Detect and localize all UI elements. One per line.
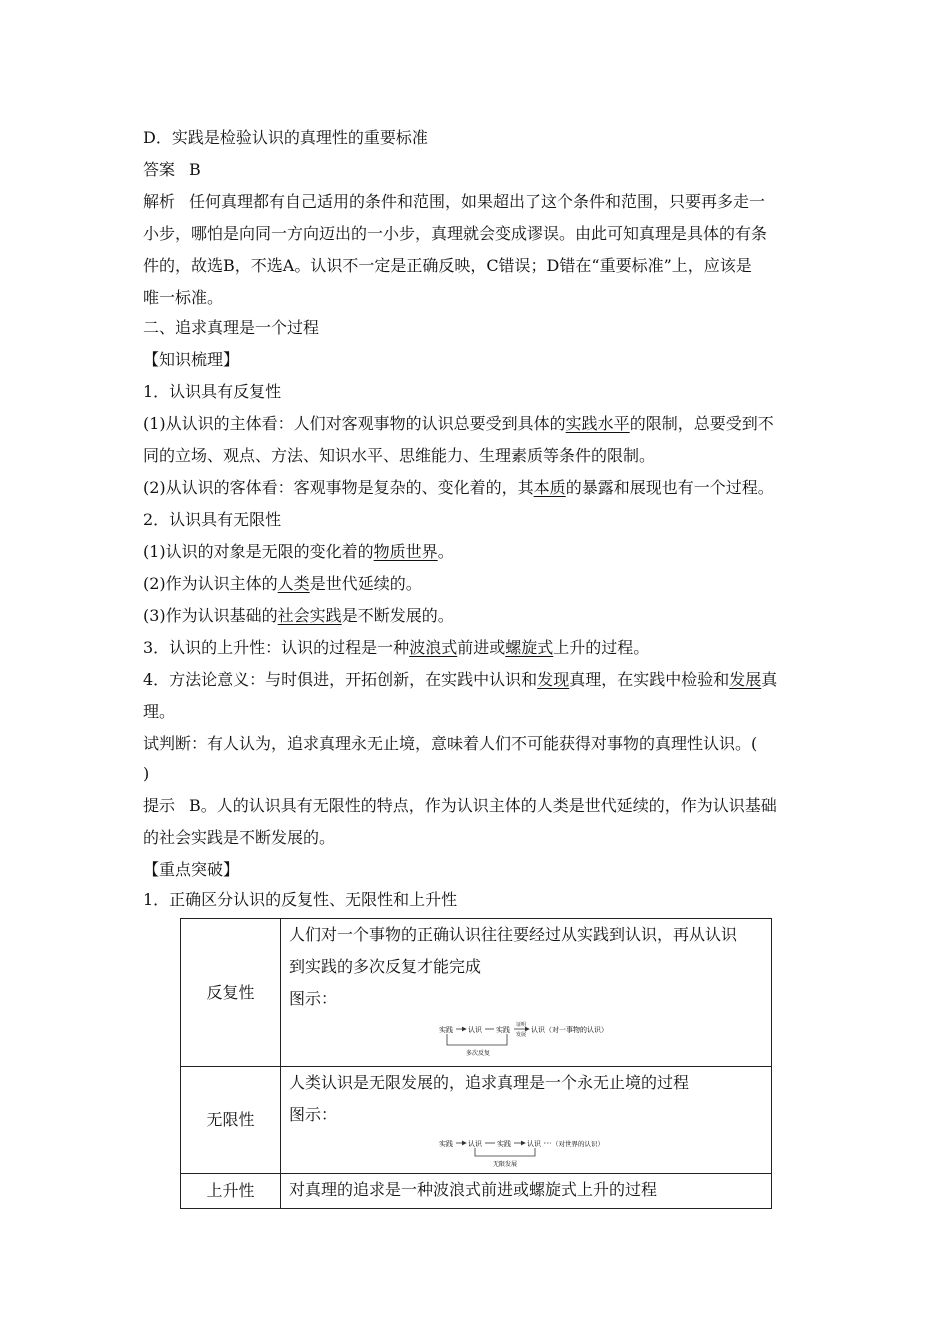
judge-question: 试判断：有人认为，追求真理永无止境，意味着人们不可能获得对事物的真理性认识。( — [143, 734, 758, 753]
row-head: 上升性 — [181, 1174, 281, 1209]
hint-line — [143, 796, 777, 816]
underlined-term: 实践水平 — [565, 414, 630, 433]
diagram-node: 认识 — [468, 1026, 482, 1034]
text-segment: (1)认识的对象是无限的变化着的 — [143, 542, 374, 561]
option-d: D．实践是检验认识的真理性的重要标准 — [143, 128, 428, 147]
diagram-node: 实践 — [496, 1026, 510, 1034]
hint-label: 提示 — [143, 796, 176, 815]
underlined-term: 螺旋式 — [505, 638, 554, 657]
text-segment: 真 — [761, 670, 778, 689]
text-segment: 是世代延续的。 — [309, 574, 422, 593]
point-2-title: 2．认识具有无限性 — [143, 510, 282, 529]
diagram-node: 认识 — [527, 1140, 541, 1148]
diagram-node: 实践 — [439, 1140, 453, 1148]
analysis-text: 任何真理都有自己适用的条件和范围，如果超出了这个条件和范围，只要再多走一 — [189, 192, 766, 211]
point-1-2 — [143, 478, 774, 498]
row-head: 反复性 — [181, 919, 281, 1067]
text-segment: 。 — [437, 542, 454, 561]
answer-value: B — [189, 160, 201, 179]
loop-bracket — [447, 1034, 507, 1045]
repetition-diagram — [439, 1019, 619, 1063]
figure-label: 图示： — [289, 989, 338, 1008]
underlined-term: 物质世界 — [373, 542, 438, 561]
row-content — [281, 919, 772, 1067]
infinity-diagram — [439, 1135, 619, 1171]
text-segment: (3)作为认识基础的 — [143, 606, 278, 625]
section-heading: 二、追求真理是一个过程 — [143, 318, 320, 337]
underlined-term: 发现 — [537, 670, 570, 689]
underlined-term: 人类 — [277, 574, 310, 593]
text-segment: 上升的过程。 — [553, 638, 650, 657]
text-segment: (1)从认识的主体看：人们对客观事物的认识总要受到具体的 — [143, 414, 566, 433]
hint-text: B。人的认识具有无限性的特点，作为认识主体的人类是世代延续的，作为认识基础 — [189, 796, 777, 815]
point-1-1-cont: 同的立场、观点、方法、知识水平、思维能力、生理素质等条件的限制。 — [143, 446, 656, 465]
comparison-table — [180, 918, 772, 1209]
analysis-line-2: 小步，哪怕是向同一方向迈出的一小步，真理就会变成谬误。由此可知真理是具体的有条 — [143, 224, 768, 243]
diagram-node: 实践 — [439, 1026, 453, 1034]
analysis-line — [143, 192, 765, 212]
knowledge-heading: 【知识梳理】 — [143, 350, 240, 369]
analysis-line-4: 唯一标准。 — [143, 288, 224, 307]
text-segment: 前进或 — [457, 638, 506, 657]
diagram-loop-label: 多次反复 — [466, 1050, 491, 1057]
text-segment: (2)从认识的客体看：客观事物是复杂的、变化着的，其 — [143, 478, 534, 497]
diagram-node: 发展 — [516, 1032, 527, 1038]
point-2-2 — [143, 574, 422, 594]
text-segment: 3．认识的上升性：认识的过程是一种 — [143, 638, 410, 657]
point-3 — [143, 638, 649, 658]
table-row — [181, 919, 772, 1067]
underlined-term: 本质 — [533, 478, 566, 497]
answer-label: 答案 — [143, 160, 176, 179]
row-text: 对真理的追求是一种波浪式前进或螺旋式上升的过程 — [289, 1180, 658, 1199]
diagram-node: 实践 — [497, 1140, 511, 1148]
point-4 — [143, 670, 777, 690]
point-2-1 — [143, 542, 454, 562]
text-segment: 的暴露和展现也有一个过程。 — [565, 478, 774, 497]
diagram-node: 认识（对一事物的认识） — [531, 1026, 608, 1034]
judge-question-cont: ) — [143, 764, 150, 783]
text-segment: (2)作为认识主体的 — [143, 574, 278, 593]
underlined-term: 发展 — [729, 670, 762, 689]
row-text: 人们对一个事物的正确认识往往要经过从实践到认识，再从认识 — [289, 925, 738, 944]
row-head: 无限性 — [181, 1067, 281, 1174]
point-2-3 — [143, 606, 454, 626]
diagram-node: 认识 — [468, 1140, 482, 1148]
analysis-label: 解析 — [143, 192, 176, 211]
analysis-line-3: 件的，故选B，不选A。认识不一定是正确反映，C错误；D错在“重要标准”上，应该是 — [143, 256, 752, 275]
table-row — [181, 1067, 772, 1174]
key-point-1-title: 1．正确区分认识的反复性、无限性和上升性 — [143, 890, 458, 909]
loop-bracket — [475, 1148, 535, 1156]
row-text: 人类认识是无限发展的，追求真理是一个永无止境的过程 — [289, 1073, 690, 1092]
hint-line-2: 的社会实践是不断发展的。 — [143, 828, 336, 847]
key-points-heading: 【重点突破】 — [143, 860, 240, 879]
table-row — [181, 1174, 772, 1209]
text-segment: 真理，在实践中检验和 — [569, 670, 730, 689]
point-4-cont: 理。 — [143, 702, 176, 721]
text-segment: 的限制，总要受到不 — [629, 414, 774, 433]
diagram-loop-label: 无限发展 — [493, 1161, 518, 1168]
row-text: 到实践的多次反复才能完成 — [289, 957, 482, 976]
point-1-1 — [143, 414, 774, 434]
point-1-title: 1．认识具有反复性 — [143, 382, 282, 401]
answer-line — [143, 160, 201, 180]
underlined-term: 社会实践 — [277, 606, 342, 625]
underlined-term: 波浪式 — [409, 638, 458, 657]
diagram-node: 证明 — [516, 1022, 527, 1028]
diagram-node: （对世界的认识） — [552, 1140, 604, 1148]
figure-label: 图示： — [289, 1105, 338, 1124]
text-segment: 4．方法论意义：与时俱进，开拓创新，在实践中认识和 — [143, 670, 538, 689]
row-content — [281, 1174, 772, 1209]
text-segment: 是不断发展的。 — [341, 606, 454, 625]
row-content — [281, 1067, 772, 1174]
